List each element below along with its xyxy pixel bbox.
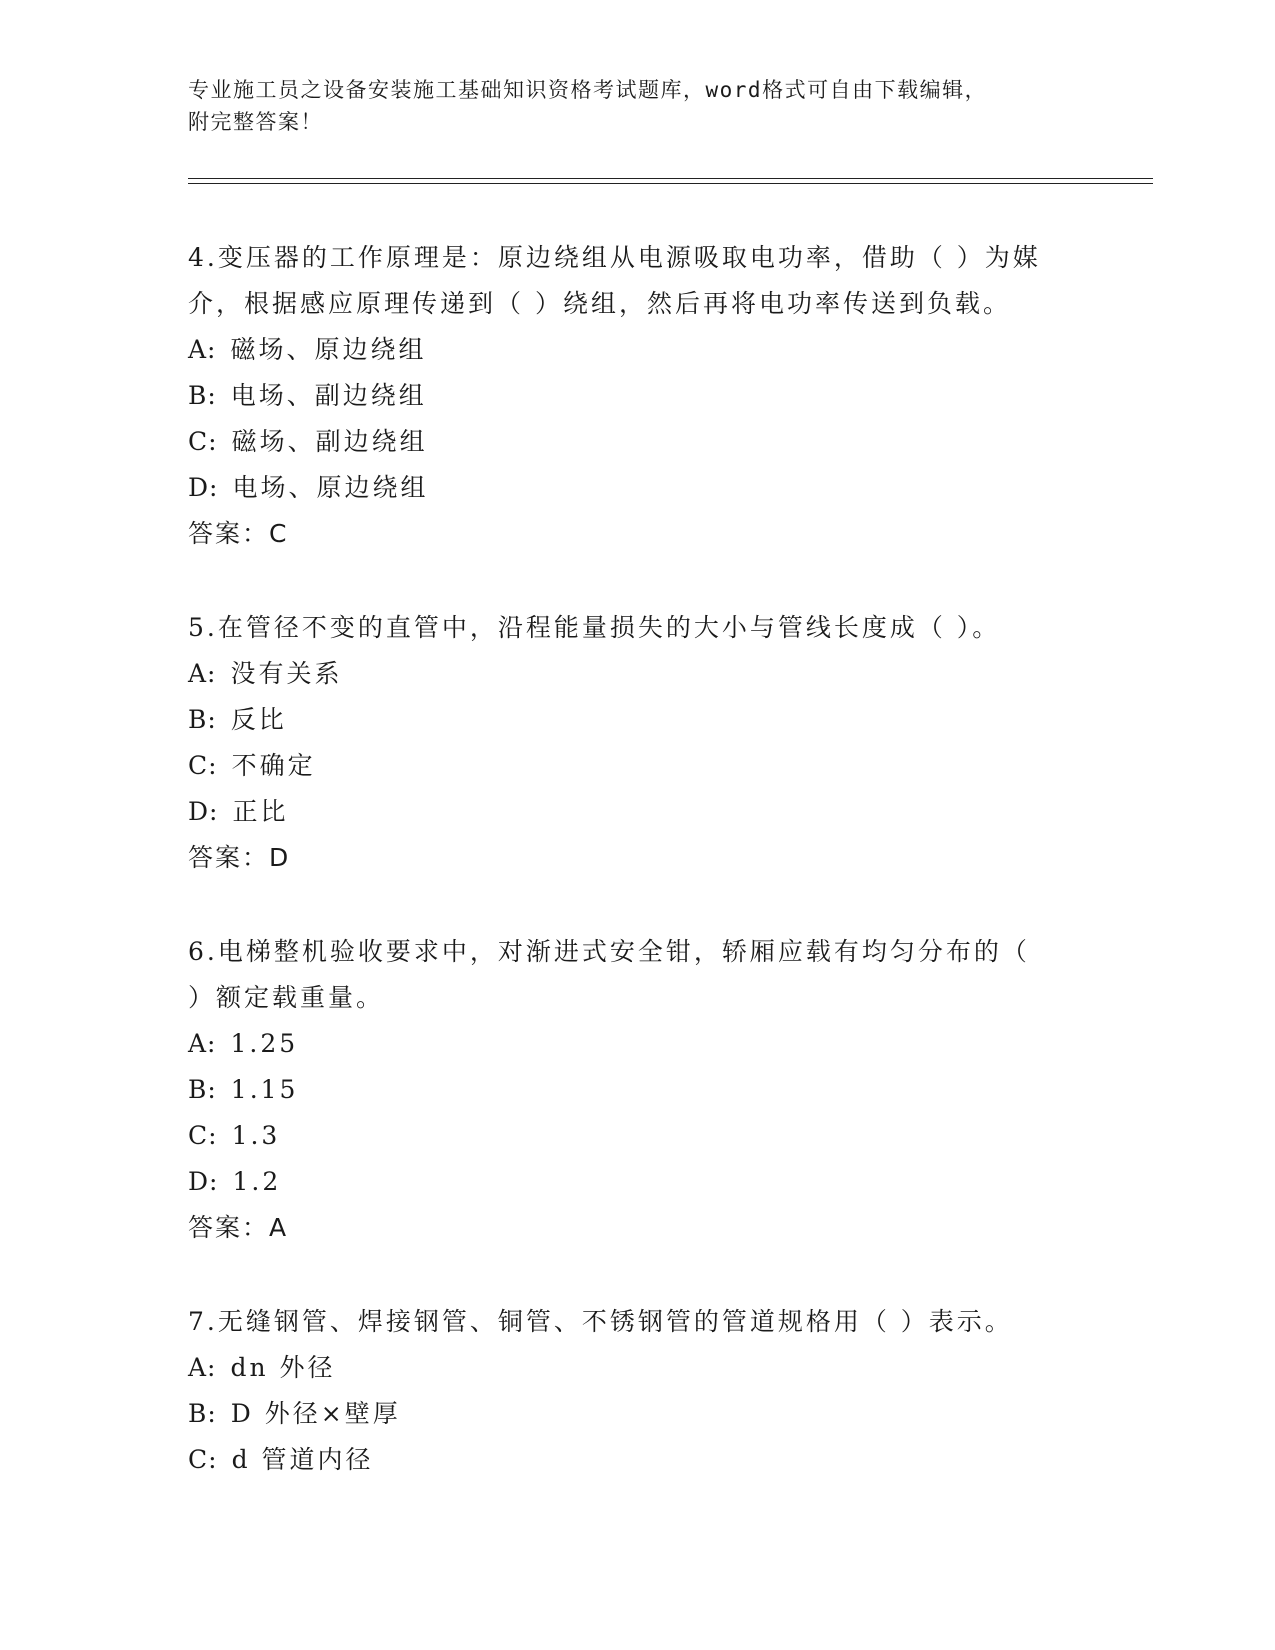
answer-line: 答案：D: [188, 843, 291, 872]
option-letter: D:: [188, 797, 219, 826]
header-divider-bottom: [188, 183, 1153, 184]
option-text: 电场、原边绕组: [232, 473, 429, 502]
question-stem-line-2: 介，根据感应原理传递到（ ）绕组，然后再将电功率传送到负载。: [188, 289, 1011, 318]
option-text: 正比: [232, 797, 289, 826]
option-c: [188, 1437, 1088, 1483]
option-letter: D:: [188, 1167, 219, 1196]
option-d: [188, 1159, 1088, 1205]
option-d: [188, 465, 1088, 511]
option-c: [188, 1113, 1088, 1159]
header-line-1: 专业施工员之设备安装施工基础知识资格考试题库，word格式可自由下载编辑，: [188, 78, 988, 102]
answer-line: 答案：C: [188, 519, 289, 548]
option-text: 1.3: [231, 1121, 281, 1150]
option-letter: D:: [188, 473, 219, 502]
option-letter: B:: [188, 381, 217, 410]
option-text: 1.2: [232, 1167, 282, 1196]
option-b: [188, 373, 1088, 419]
option-letter: A:: [188, 1353, 217, 1382]
option-text: dn 外径: [230, 1353, 336, 1382]
option-letter: B:: [188, 1075, 217, 1104]
question-stem-line-1: 5.在管径不变的直管中，沿程能量损失的大小与管线长度成（ ）。: [188, 613, 1001, 642]
option-letter: A:: [188, 1029, 217, 1058]
option-d: [188, 789, 1088, 835]
question-stem-line-1: 6.电梯整机验收要求中，对渐进式安全钳，轿厢应载有均匀分布的（: [188, 937, 1030, 966]
option-c: [188, 419, 1088, 465]
option-letter: B:: [188, 705, 217, 734]
option-letter: C:: [188, 751, 218, 780]
option-text: 磁场、副边绕组: [231, 427, 428, 456]
question-stem-line-1: 4.变压器的工作原理是：原边绕组从电源吸取电功率，借助（ ）为媒: [188, 243, 1041, 272]
header-line-2: 附完整答案！: [188, 110, 323, 134]
option-text: 磁场、原边绕组: [230, 335, 427, 364]
option-letter: C:: [188, 1121, 218, 1150]
option-b: [188, 697, 1088, 743]
option-letter: A:: [188, 335, 217, 364]
question-stem-line-2: ）额定载重量。: [188, 983, 385, 1012]
option-a: [188, 1345, 1088, 1391]
question-stem-line-1: 7.无缝钢管、焊接钢管、铜管、不锈钢管的管道规格用（ ）表示。: [188, 1307, 1013, 1336]
option-text: D 外径×壁厚: [230, 1399, 401, 1428]
option-a: [188, 327, 1088, 373]
option-letter: B:: [188, 1399, 217, 1428]
option-b: [188, 1391, 1088, 1437]
option-a: [188, 1021, 1088, 1067]
option-text: 电场、副边绕组: [230, 381, 427, 410]
option-text: 1.15: [230, 1075, 299, 1104]
question-7: [188, 1299, 1088, 1483]
document-header: [188, 74, 1068, 138]
option-b: [188, 1067, 1088, 1113]
question-list: [188, 235, 1088, 1531]
answer-line: 答案：A: [188, 1213, 289, 1242]
option-text: 反比: [230, 705, 287, 734]
option-text: d 管道内径: [231, 1445, 374, 1474]
header-divider-top: [188, 178, 1153, 179]
option-letter: A:: [188, 659, 217, 688]
question-5: [188, 605, 1088, 881]
question-4: [188, 235, 1088, 557]
question-6: [188, 929, 1088, 1251]
option-letter: C:: [188, 427, 218, 456]
option-c: [188, 743, 1088, 789]
option-text: 没有关系: [230, 659, 343, 688]
option-a: [188, 651, 1088, 697]
option-text: 1.25: [230, 1029, 299, 1058]
option-text: 不确定: [231, 751, 316, 780]
option-letter: C:: [188, 1445, 218, 1474]
